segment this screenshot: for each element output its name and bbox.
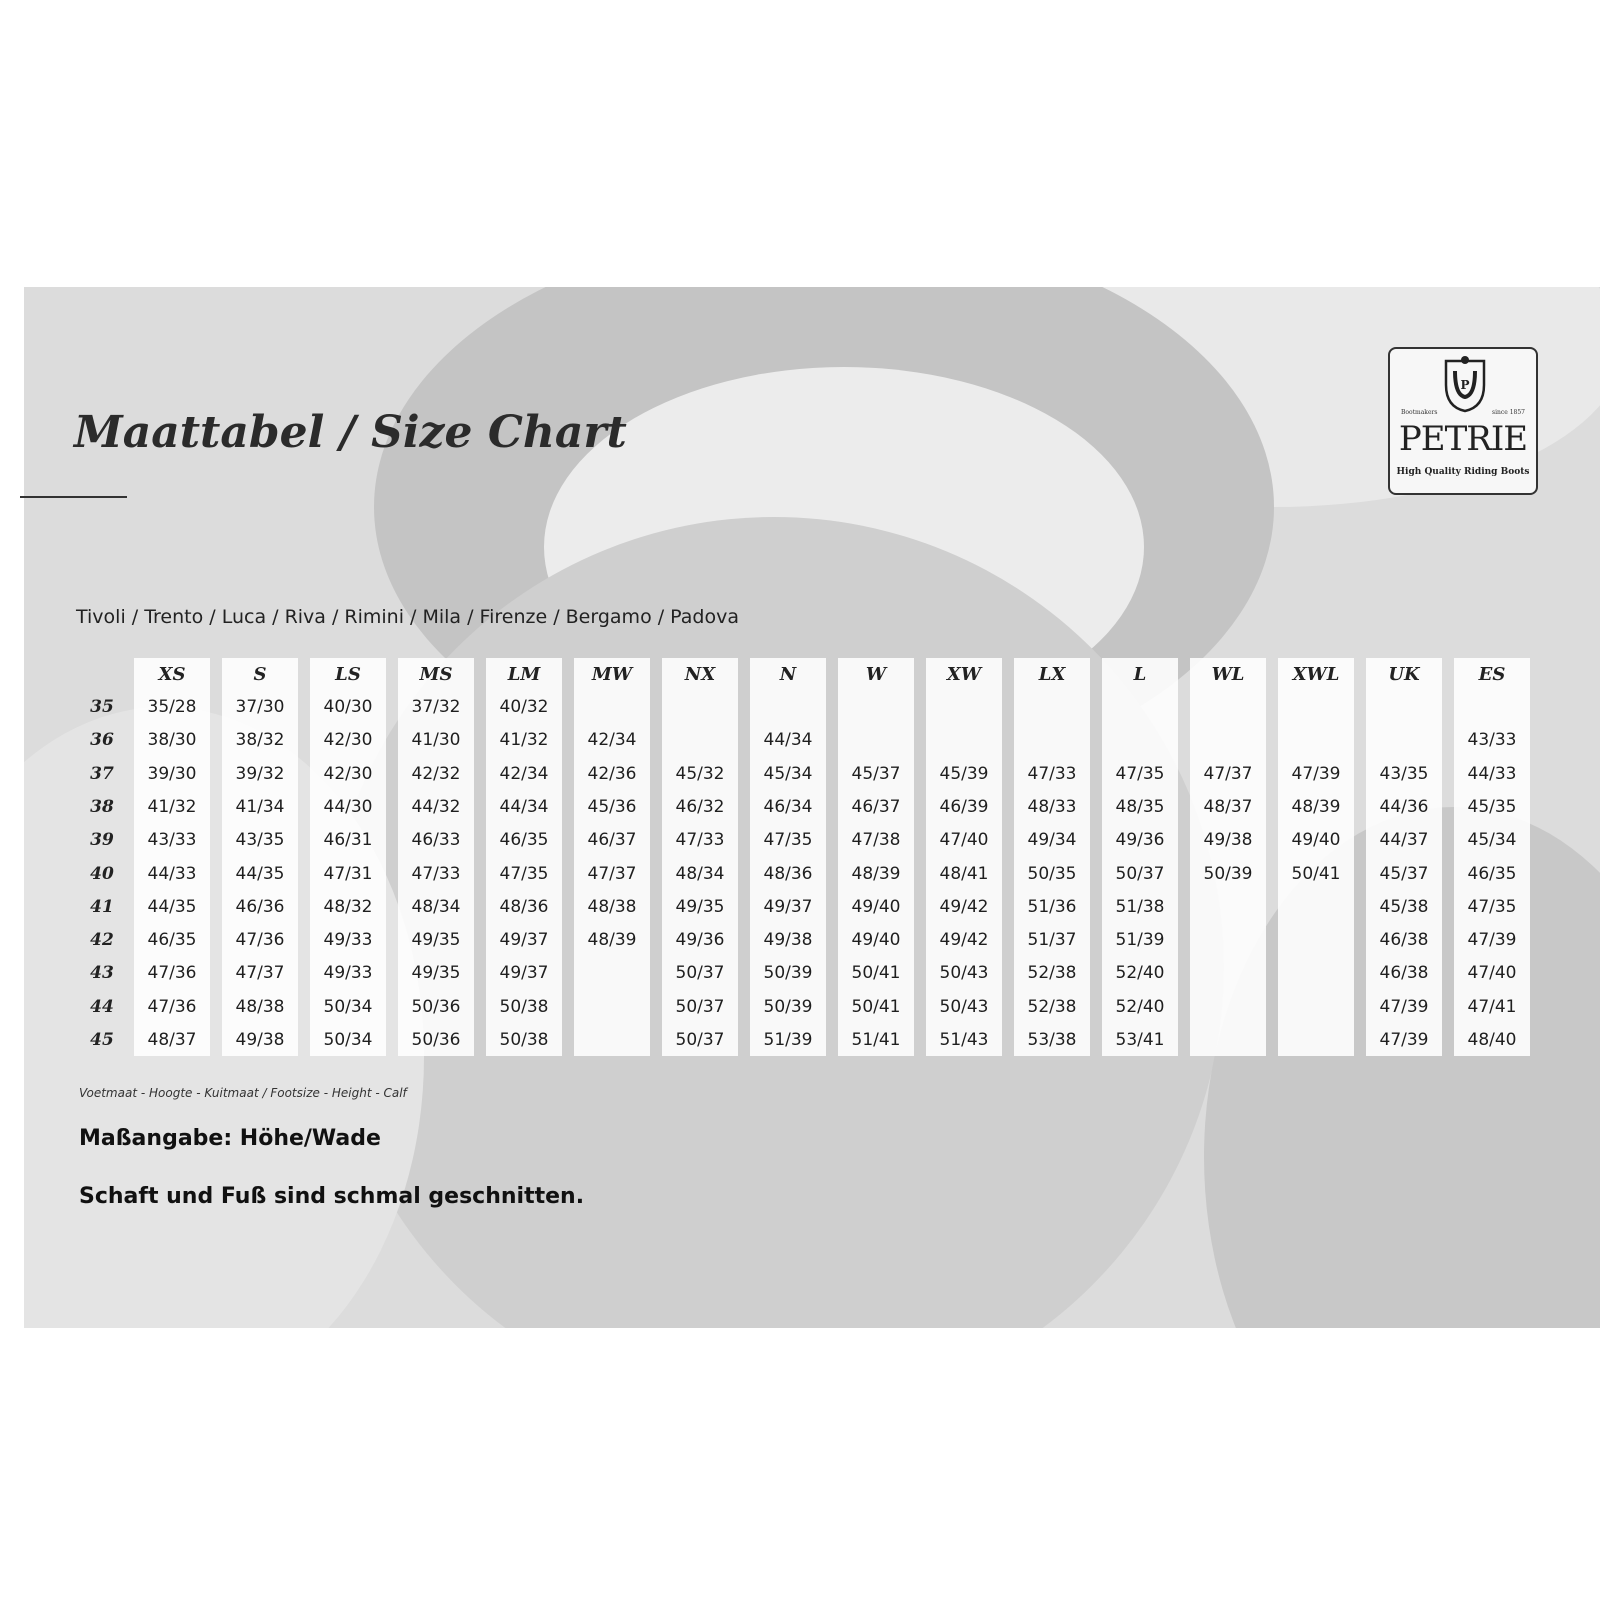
table-cell: 49/40	[1291, 830, 1341, 851]
table-cell: 50/41	[851, 963, 901, 984]
page-title: Maattabel / Size Chart	[74, 407, 627, 458]
table-cell: 46/35	[499, 830, 549, 851]
table-cell: 52/38	[1027, 996, 1077, 1017]
model-list: Tivoli / Trento / Luca / Riva / Rimini / Mila / Firenze / Bergamo / Padova	[76, 606, 739, 628]
column-header: LS	[335, 664, 361, 685]
table-cell: 37/30	[235, 697, 285, 717]
row-footsize-label: 37	[90, 763, 114, 784]
table-cell: 47/35	[763, 830, 813, 851]
petrie-logo	[1388, 347, 1538, 495]
table-cell: 41/30	[411, 730, 461, 751]
table-cell: 46/39	[939, 796, 989, 817]
row-footsize-label: 39	[90, 830, 114, 851]
table-cell: 44/37	[1379, 830, 1429, 851]
table-cell: 50/39	[763, 996, 813, 1017]
table-cell: 45/35	[1467, 796, 1517, 817]
column-header: L	[1133, 664, 1147, 685]
table-cell: 49/37	[499, 963, 549, 984]
table-cell: 50/43	[939, 963, 989, 984]
row-footsize-label: 40	[90, 863, 114, 884]
table-cell: 49/38	[235, 1030, 285, 1050]
table-cell: 43/35	[1379, 763, 1429, 784]
table-cell: 47/31	[323, 863, 373, 884]
logo-since: since 1857	[1492, 409, 1525, 416]
table-cell: 44/35	[147, 896, 197, 917]
table-cell: 41/34	[235, 796, 285, 817]
table-cell: 49/35	[411, 930, 461, 951]
column-header: ES	[1478, 664, 1506, 685]
table-cell: 42/34	[587, 730, 637, 751]
table-cell: 47/35	[1115, 763, 1165, 784]
column-header: LX	[1038, 664, 1066, 685]
table-cell: 47/39	[1467, 930, 1517, 951]
table-cell: 48/35	[1115, 796, 1165, 817]
table-cell: 42/30	[323, 763, 373, 784]
table-cell: 46/37	[851, 796, 901, 817]
table-cell: 48/36	[763, 863, 813, 884]
table-cell: 46/32	[675, 796, 725, 817]
table-cell: 49/42	[939, 930, 989, 951]
table-cell: 49/42	[939, 896, 989, 917]
table-cell: 49/33	[323, 963, 373, 984]
table-cell: 50/34	[323, 996, 373, 1017]
table-cell: 46/38	[1379, 963, 1429, 984]
table-cell: 50/35	[1027, 863, 1077, 884]
table-cell: 48/34	[675, 863, 725, 884]
table-cell: 45/37	[851, 763, 901, 784]
table-cell: 49/36	[675, 930, 725, 951]
table-cell: 45/32	[675, 763, 725, 784]
table-cell: 40/32	[499, 697, 549, 717]
column-header: MS	[419, 664, 453, 685]
horseshoe-crest-icon	[1440, 355, 1490, 415]
table-cell: 43/33	[1467, 730, 1517, 751]
table-cell: 48/39	[1291, 796, 1341, 817]
table-cell: 50/36	[411, 1030, 461, 1050]
table-cell: 51/38	[1115, 896, 1165, 917]
table-cell: 44/34	[499, 796, 549, 817]
table-cell: 50/39	[1203, 863, 1253, 884]
table-cell: 45/34	[1467, 830, 1517, 851]
table-cell: 47/37	[235, 963, 285, 984]
row-footsize-label: 36	[90, 730, 114, 751]
table-cell: 52/38	[1027, 963, 1077, 984]
table-cell: 42/30	[323, 730, 373, 751]
column-header: NX	[684, 664, 716, 685]
table-cell: 47/39	[1379, 1030, 1429, 1050]
column-header: UK	[1388, 664, 1420, 685]
table-cell: 48/40	[1467, 1030, 1517, 1050]
crest-letter: P	[1460, 378, 1470, 392]
column-header: S	[253, 664, 267, 685]
measure-remark: Maßangabe: Höhe/Wade	[79, 1126, 381, 1151]
table-cell: 38/30	[147, 730, 197, 751]
table-cell: 47/36	[147, 963, 197, 984]
table-cell: 47/36	[235, 930, 285, 951]
column-header: WL	[1211, 664, 1245, 685]
table-cell: 46/33	[411, 830, 461, 851]
table-cell: 48/34	[411, 896, 461, 917]
table-cell: 48/39	[587, 930, 637, 951]
table-cell: 47/39	[1379, 996, 1429, 1017]
table-cell: 48/32	[323, 896, 373, 917]
table-cell: 46/31	[323, 830, 373, 851]
table-cell: 39/30	[147, 763, 197, 784]
table-cell: 50/41	[1291, 863, 1341, 884]
column-header: XS	[158, 664, 186, 685]
table-cell: 49/36	[1115, 830, 1165, 851]
table-cell: 49/37	[763, 896, 813, 917]
table-cell: 45/37	[1379, 863, 1429, 884]
table-cell: 44/35	[235, 863, 285, 884]
table-cell: 48/38	[235, 996, 285, 1017]
table-cell: 47/40	[1467, 963, 1517, 984]
column-background	[1278, 658, 1354, 1056]
table-cell: 43/33	[147, 830, 197, 851]
table-cell: 47/37	[587, 863, 637, 884]
table-cell: 47/41	[1467, 996, 1517, 1017]
table-cell: 53/41	[1115, 1030, 1165, 1050]
row-footsize-label: 43	[90, 963, 114, 984]
table-cell: 48/36	[499, 896, 549, 917]
table-cell: 42/32	[411, 763, 461, 784]
table-cell: 46/36	[235, 896, 285, 917]
column-header: MW	[591, 664, 633, 685]
table-cell: 52/40	[1115, 963, 1165, 984]
table-cell: 49/34	[1027, 830, 1077, 851]
table-cell: 50/37	[1115, 863, 1165, 884]
table-cell: 45/34	[763, 763, 813, 784]
table-cell: 45/39	[939, 763, 989, 784]
table-cell: 50/36	[411, 996, 461, 1017]
table-cell: 44/30	[323, 796, 373, 817]
table-cell: 47/36	[147, 996, 197, 1017]
table-cell: 49/35	[411, 963, 461, 984]
table-cell: 47/33	[411, 863, 461, 884]
table-cell: 52/40	[1115, 996, 1165, 1017]
column-background	[1190, 658, 1266, 1056]
title-underline	[20, 496, 127, 498]
table-cell: 47/33	[675, 830, 725, 851]
table-cell: 51/39	[763, 1030, 813, 1050]
table-cell: 49/33	[323, 930, 373, 951]
table-cell: 47/35	[499, 863, 549, 884]
column-header: LM	[507, 664, 541, 685]
table-cell: 46/34	[763, 796, 813, 817]
table-cell: 51/37	[1027, 930, 1077, 951]
table-cell: 49/40	[851, 930, 901, 951]
table-cell: 46/38	[1379, 930, 1429, 951]
table-cell: 35/28	[147, 697, 197, 717]
table-cell: 50/37	[675, 1030, 725, 1050]
table-cell: 46/35	[147, 930, 197, 951]
column-background	[574, 658, 650, 1056]
logo-brand-name: PETRIE	[1398, 419, 1528, 459]
table-cell: 41/32	[499, 730, 549, 751]
table-cell: 48/37	[1203, 796, 1253, 817]
table-cell: 45/36	[587, 796, 637, 817]
table-cell: 47/40	[939, 830, 989, 851]
table-cell: 40/30	[323, 697, 373, 717]
table-cell: 47/35	[1467, 896, 1517, 917]
table-cell: 53/38	[1027, 1030, 1077, 1050]
column-header: W	[865, 664, 887, 685]
table-cell: 38/32	[235, 730, 285, 751]
table-cell: 51/41	[851, 1030, 901, 1050]
row-footsize-label: 42	[90, 930, 114, 951]
table-cell: 44/33	[147, 863, 197, 884]
column-header: N	[779, 664, 797, 685]
table-cell: 41/32	[147, 796, 197, 817]
table-cell: 47/38	[851, 830, 901, 851]
table-cell: 43/35	[235, 830, 285, 851]
table-cell: 46/37	[587, 830, 637, 851]
row-footsize-label: 44	[90, 996, 114, 1017]
table-cell: 50/39	[763, 963, 813, 984]
table-cell: 48/41	[939, 863, 989, 884]
row-footsize-label: 45	[90, 1030, 114, 1050]
table-cell: 50/41	[851, 996, 901, 1017]
table-cell: 37/32	[411, 697, 461, 717]
table-cell: 44/32	[411, 796, 461, 817]
table-cell: 49/40	[851, 896, 901, 917]
table-cell: 48/38	[587, 896, 637, 917]
logo-tagline: High Quality Riding Boots	[1396, 467, 1530, 477]
table-cell: 44/34	[763, 730, 813, 751]
table-cell: 50/34	[323, 1030, 373, 1050]
table-cell: 50/43	[939, 996, 989, 1017]
table-cell: 44/36	[1379, 796, 1429, 817]
table-cell: 51/43	[939, 1030, 989, 1050]
row-footsize-label: 38	[90, 796, 114, 817]
logo-bootmakers: Bootmakers	[1401, 409, 1438, 416]
row-footsize-label: 41	[90, 896, 114, 917]
table-cell: 50/38	[499, 1030, 549, 1050]
column-header: XWL	[1292, 664, 1340, 685]
table-cell: 50/38	[499, 996, 549, 1017]
table-cell: 51/39	[1115, 930, 1165, 951]
fit-remark: Schaft und Fuß sind schmal geschnitten.	[79, 1184, 585, 1209]
table-cell: 48/37	[147, 1030, 197, 1050]
row-footsize-label: 35	[90, 697, 114, 717]
table-cell: 49/35	[675, 896, 725, 917]
table-cell: 45/38	[1379, 896, 1429, 917]
table-cell: 46/35	[1467, 863, 1517, 884]
table-cell: 48/39	[851, 863, 901, 884]
table-cell: 44/33	[1467, 763, 1517, 784]
table-cell: 49/38	[1203, 830, 1253, 851]
table-cell: 39/32	[235, 763, 285, 784]
table-cell: 42/36	[587, 763, 637, 784]
table-cell: 47/33	[1027, 763, 1077, 784]
table-cell: 49/38	[763, 930, 813, 951]
table-cell: 51/36	[1027, 896, 1077, 917]
table-cell: 48/33	[1027, 796, 1077, 817]
table-cell: 50/37	[675, 963, 725, 984]
table-cell: 47/39	[1291, 763, 1341, 784]
table-cell: 47/37	[1203, 763, 1253, 784]
table-cell: 49/37	[499, 930, 549, 951]
table-footnote: Voetmaat - Hoogte - Kuitmaat / Footsize - Height - Calf	[79, 1086, 407, 1100]
table-cell: 50/37	[675, 996, 725, 1017]
column-header: XW	[946, 664, 982, 685]
table-cell: 42/34	[499, 763, 549, 784]
